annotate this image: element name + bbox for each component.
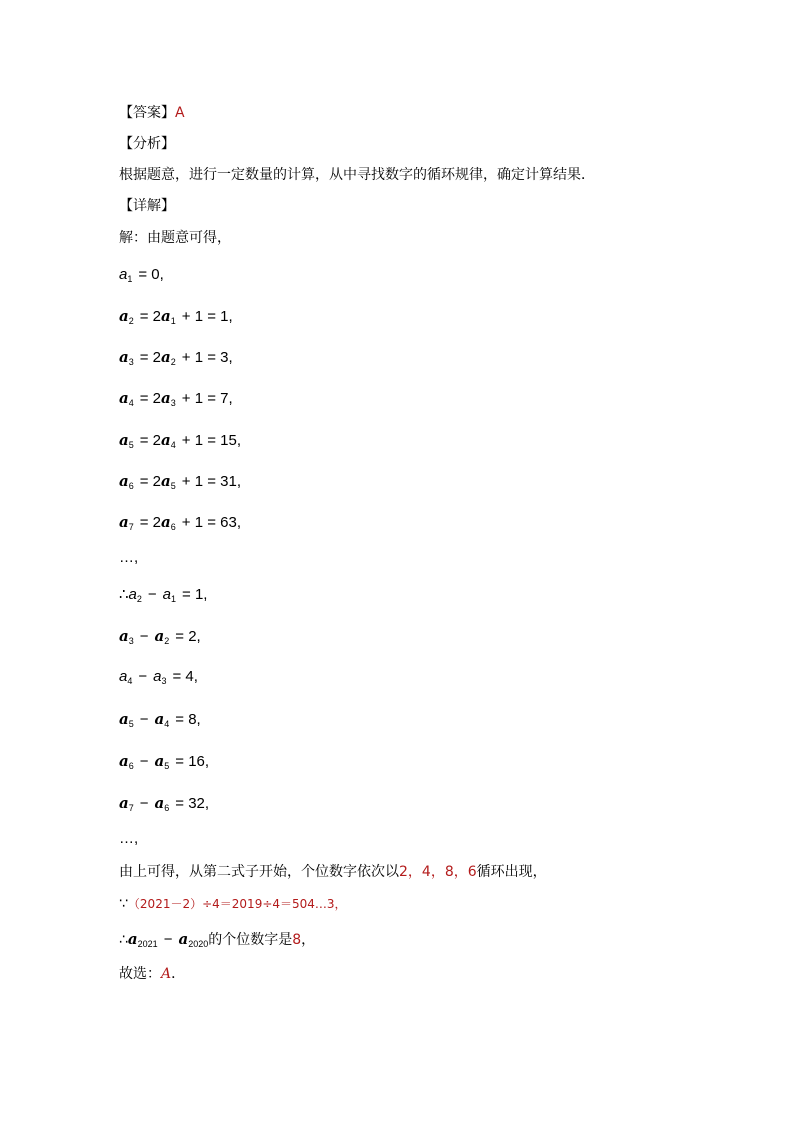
answer-label: 【答案】 [119, 105, 175, 121]
equation-a5: $a_5 = 2a_4 + 1 = 15$, [119, 431, 241, 450]
analysis-text: 根据题意，进行一定数量的计算，从中寻找数字的循环规律，确定计算结果． [119, 167, 595, 183]
difference-1: $\therefore a_2 - a_1 = 1$, [119, 586, 208, 604]
difference-3: $a_4 - a_3 = 4$, [119, 668, 198, 686]
equation-a4: $a_4 = 2a_3 + 1 = 7$, [119, 389, 233, 408]
equation-a6: $a_6 = 2a_5 + 1 = 31$, [119, 472, 241, 491]
equation-a3: $a_3 = 2a_2 + 1 = 3$, [119, 348, 233, 367]
answer-value: A [175, 105, 185, 121]
ellipsis-1: …, [119, 549, 139, 566]
equation-a2: $a_2 = 2a_1 + 1 = 1$, [119, 307, 233, 326]
conclusion-line: $\therefore a_{2021} - a_{2020}$的个位数字是8， [119, 930, 316, 949]
pattern-line: 由上可得，从第二式子开始，个位数字依次以2，4，8，6循环出现， [119, 864, 547, 880]
analysis-label: 【分析】 [119, 136, 175, 152]
equation-a7: $a_7 = 2a_6 + 1 = 63$, [119, 513, 241, 532]
equation-a1: $a_1 = 0$, [119, 266, 164, 284]
detail-label: 【详解】 [119, 198, 175, 214]
difference-4: $a_5 - a_4 = 8$, [119, 710, 201, 729]
answer-line [119, 104, 185, 122]
difference-5: $a_6 - a_5 = 16$, [119, 752, 210, 771]
ellipsis-2: …, [119, 830, 139, 847]
difference-2: $a_3 - a_2 = 2$, [119, 627, 201, 646]
detail-intro: 解：由题意可得， [119, 230, 231, 246]
difference-6: $a_7 - a_6 = 32$, [119, 794, 210, 813]
choice-line: 故选：A． [119, 966, 186, 982]
because-line: ∵（2021－2）÷4＝2019÷4＝504…3， [119, 896, 347, 912]
